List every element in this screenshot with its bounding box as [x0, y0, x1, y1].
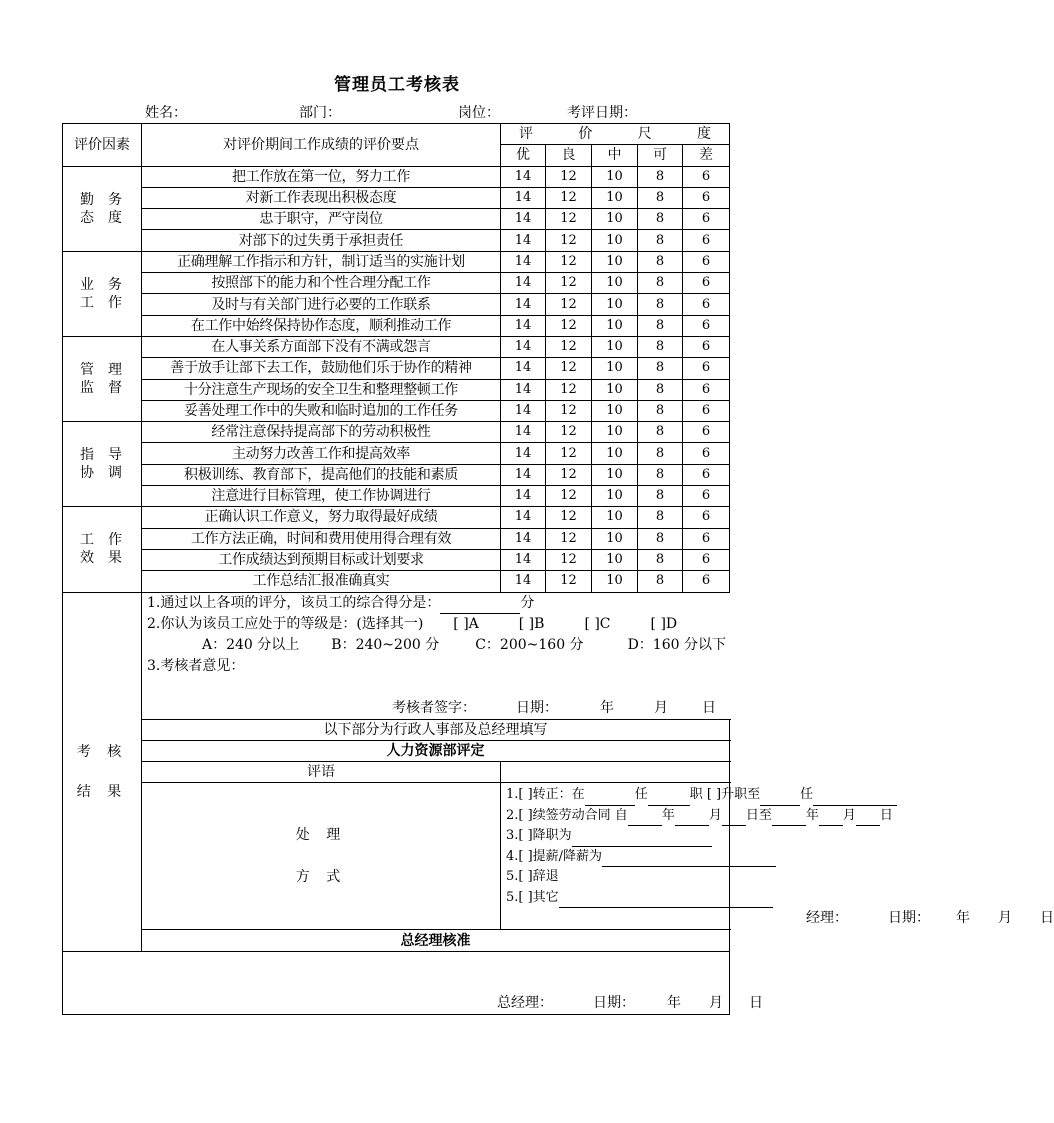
- score-cell[interactable]: 12: [546, 336, 592, 357]
- criteria-row: [63, 571, 730, 592]
- grade-poor: 差: [683, 145, 730, 166]
- scale-char: 尺: [637, 126, 652, 143]
- score-cell[interactable]: 10: [592, 422, 638, 443]
- process-cell[interactable]: [501, 783, 1054, 930]
- criteria-row: [63, 486, 730, 507]
- category-label-line: 监督: [80, 380, 136, 397]
- score-cell[interactable]: 14: [501, 315, 546, 336]
- text-fragment: 4.[ ]提薪/降薪为: [506, 848, 603, 864]
- comment-label: 评语: [142, 762, 501, 783]
- fill-blank[interactable]: [675, 810, 709, 826]
- fill-blank[interactable]: [772, 810, 806, 826]
- score-cell[interactable]: 14: [501, 358, 546, 379]
- process-line-1: [506, 785, 814, 806]
- hr-title: 人力资源部评定: [142, 740, 730, 761]
- score-cell[interactable]: 8: [638, 379, 683, 400]
- score-cell[interactable]: 14: [501, 230, 546, 251]
- score-cell[interactable]: 14: [501, 486, 546, 507]
- score-cell[interactable]: 10: [592, 336, 638, 357]
- criterion-text: 经常注意保持提高部下的劳动积极性: [142, 422, 501, 443]
- name-label: 姓名：: [145, 105, 187, 121]
- scale-char: 价: [578, 126, 593, 143]
- score-cell[interactable]: 8: [638, 464, 683, 485]
- score-cell[interactable]: 6: [683, 166, 730, 187]
- text-fragment: 1.[ ]转正：在: [506, 787, 585, 803]
- text-fragment: 年: [805, 807, 819, 823]
- category-label-line: 业务: [80, 276, 136, 293]
- fill-blank[interactable]: [819, 810, 843, 826]
- criterion-text: 工作总结汇报准确真实: [142, 571, 501, 592]
- text-fragment: 月: [708, 807, 722, 823]
- score-cell[interactable]: 6: [683, 486, 730, 507]
- fill-blank[interactable]: [628, 810, 662, 826]
- criteria-row: [63, 507, 730, 528]
- text-fragment: 日至: [745, 807, 772, 823]
- text-fragment: 日: [749, 994, 763, 1011]
- category-label-line: 工作: [80, 294, 136, 311]
- score-cell[interactable]: 14: [501, 422, 546, 443]
- process-line-6: [506, 888, 729, 909]
- criteria-row: [63, 336, 730, 357]
- process-label: [142, 783, 501, 930]
- category-label-line: 态度: [80, 209, 136, 226]
- category-label: [63, 336, 142, 421]
- score-cell[interactable]: 8: [638, 315, 683, 336]
- criteria-row: [63, 166, 730, 187]
- score-cell[interactable]: 12: [546, 166, 592, 187]
- score-cell[interactable]: 12: [546, 315, 592, 336]
- score-cell[interactable]: 12: [546, 273, 592, 294]
- score-cell[interactable]: 14: [501, 187, 546, 208]
- result-sign-line: [147, 698, 716, 719]
- category-label-line: 工作: [80, 532, 136, 549]
- result-line-2: [147, 614, 683, 635]
- criteria-row: [63, 528, 730, 549]
- score-cell[interactable]: 8: [638, 571, 683, 592]
- category-label: [63, 422, 142, 507]
- score-cell[interactable]: 12: [546, 528, 592, 549]
- score-cell[interactable]: 6: [683, 209, 730, 230]
- score-cell[interactable]: 6: [683, 315, 730, 336]
- grade-good: 良: [546, 145, 592, 166]
- category-label-line: 勤务: [80, 191, 136, 208]
- fill-blank[interactable]: [572, 831, 712, 847]
- grade-average: 中: [592, 145, 638, 166]
- result-cell[interactable]: [142, 592, 726, 719]
- option-c[interactable]: [ ]C: [584, 615, 611, 632]
- text-fragment: 月: [654, 699, 668, 716]
- score-cell[interactable]: 8: [638, 443, 683, 464]
- text-fragment: D：160 分以下: [627, 636, 726, 653]
- text-fragment: 月: [842, 807, 856, 823]
- score-cell[interactable]: 6: [683, 187, 730, 208]
- text-fragment: 2.[ ]续签劳动合同 自: [506, 807, 628, 823]
- score-cell[interactable]: 8: [638, 486, 683, 507]
- score-cell[interactable]: 12: [546, 571, 592, 592]
- text-fragment: B：240~200 分: [331, 636, 440, 653]
- criteria-row: [63, 209, 730, 230]
- score-cell[interactable]: 8: [638, 507, 683, 528]
- process-line-4: [506, 847, 729, 868]
- fill-blank[interactable]: [602, 851, 776, 867]
- score-cell[interactable]: 10: [592, 209, 638, 230]
- score-cell[interactable]: 12: [546, 507, 592, 528]
- text-fragment: 经理：: [806, 910, 848, 927]
- criteria-row: [63, 187, 730, 208]
- result-label-line: 结 果: [76, 783, 128, 800]
- category-label-line: 指导: [80, 447, 136, 464]
- scale-char: 度: [697, 126, 712, 143]
- text-fragment: 月: [998, 910, 1012, 927]
- fill-blank[interactable]: [585, 790, 635, 806]
- category-label-line: 协调: [80, 465, 136, 482]
- criterion-text: 主动努力改善工作和提高效率: [142, 443, 501, 464]
- grade-excellent: 优: [501, 145, 546, 166]
- score-cell[interactable]: 6: [683, 464, 730, 485]
- criterion-text: 工作方法正确，时间和费用使用得合理有效: [142, 528, 501, 549]
- text-fragment: 日: [1040, 910, 1054, 927]
- gm-title: 总经理核准: [142, 930, 730, 951]
- points-header: 对评价期间工作成绩的评价要点: [142, 124, 501, 167]
- score-cell[interactable]: 12: [546, 251, 592, 272]
- result-levels: [147, 635, 726, 656]
- criterion-text: 对新工作表现出积极态度: [142, 187, 501, 208]
- score-cell[interactable]: 12: [546, 230, 592, 251]
- criterion-text: 及时与有关部门进行必要的工作联系: [142, 294, 501, 315]
- text-fragment: 任: [634, 787, 648, 803]
- score-cell[interactable]: 6: [683, 294, 730, 315]
- text-fragment: 5.[ ]其它: [506, 889, 559, 905]
- score-cell[interactable]: 14: [501, 443, 546, 464]
- score-cell[interactable]: 10: [592, 486, 638, 507]
- criterion-text: 正确认识工作意义，努力取得最好成绩: [142, 507, 501, 528]
- score-cell[interactable]: 12: [546, 422, 592, 443]
- score-cell[interactable]: 6: [683, 358, 730, 379]
- score-cell[interactable]: 6: [683, 400, 730, 421]
- result-line-3: 3.考核者意见：: [147, 657, 245, 674]
- scale-header: [501, 124, 730, 145]
- score-cell[interactable]: 10: [592, 507, 638, 528]
- score-cell[interactable]: 6: [683, 528, 730, 549]
- page-title: 管理员工考核表: [334, 75, 460, 95]
- score-cell[interactable]: 10: [592, 571, 638, 592]
- score-cell[interactable]: 6: [683, 251, 730, 272]
- criteria-row: [63, 422, 730, 443]
- option-b[interactable]: [ ]B: [518, 615, 545, 632]
- score-cell[interactable]: 8: [638, 187, 683, 208]
- score-cell[interactable]: 6: [683, 422, 730, 443]
- factor-header: 评价因素: [63, 124, 142, 167]
- fill-blank[interactable]: [856, 810, 880, 826]
- score-cell[interactable]: 14: [501, 251, 546, 272]
- score-cell[interactable]: 10: [592, 464, 638, 485]
- score-cell[interactable]: 10: [592, 315, 638, 336]
- score-cell[interactable]: 6: [683, 443, 730, 464]
- text-fragment: 年: [956, 910, 970, 927]
- criteria-row: [63, 294, 730, 315]
- text-fragment: 考核者签字：: [392, 699, 476, 716]
- score-cell[interactable]: 8: [638, 422, 683, 443]
- score-cell[interactable]: 8: [638, 251, 683, 272]
- score-cell[interactable]: 14: [501, 549, 546, 570]
- score-cell[interactable]: 12: [546, 486, 592, 507]
- option-a[interactable]: [ ]A: [453, 615, 479, 632]
- score-cell[interactable]: 14: [501, 379, 546, 400]
- score-cell[interactable]: 6: [683, 379, 730, 400]
- fill-blank[interactable]: [722, 810, 746, 826]
- text-fragment: 日期：: [516, 699, 558, 716]
- score-cell[interactable]: 14: [501, 528, 546, 549]
- criterion-text: 善于放手让部下去工作，鼓励他们乐于协作的精神: [142, 358, 501, 379]
- text-fragment: 1.通过以上各项的评分，该员工的综合得分是：: [147, 594, 441, 611]
- criterion-text: 在人事关系方面部下没有不满或怨言: [142, 336, 501, 357]
- score-cell[interactable]: 8: [638, 336, 683, 357]
- score-cell[interactable]: 10: [592, 230, 638, 251]
- category-label: [63, 507, 142, 592]
- score-cell[interactable]: 14: [501, 273, 546, 294]
- text-fragment: 日: [879, 807, 893, 823]
- text-fragment: 分: [520, 594, 535, 611]
- score-cell[interactable]: 8: [638, 400, 683, 421]
- criteria-row: [63, 464, 730, 485]
- result-line-1: [147, 593, 683, 614]
- score-cell[interactable]: 10: [592, 166, 638, 187]
- result-label-line: 考 核: [76, 743, 128, 760]
- process-line-3: [506, 826, 729, 847]
- dept-label: 部门：: [299, 105, 341, 121]
- gm-cell[interactable]: [63, 951, 763, 1014]
- text-fragment: A：240 分以上: [202, 636, 300, 653]
- score-cell[interactable]: 10: [592, 187, 638, 208]
- appraisal-table: [62, 123, 1054, 1015]
- text-fragment: 日期：: [593, 994, 635, 1011]
- score-cell[interactable]: 10: [592, 294, 638, 315]
- info-line: [62, 102, 728, 122]
- fill-blank[interactable]: [648, 790, 690, 806]
- text-fragment: C：200~160 分: [475, 636, 584, 653]
- criteria-row: [63, 230, 730, 251]
- process-line-5: 5.[ ]辞退: [506, 869, 559, 885]
- text-fragment: 日: [702, 699, 716, 716]
- process-label-line: 处 理: [295, 827, 347, 844]
- criteria-row: [63, 400, 730, 421]
- text-fragment: 年: [661, 807, 675, 823]
- score-cell[interactable]: 6: [683, 230, 730, 251]
- fill-blank[interactable]: [760, 790, 800, 806]
- criterion-text: 正确理解工作指示和方针，制订适当的实施计划: [142, 251, 501, 272]
- criteria-row: [63, 315, 730, 336]
- text-fragment: 月: [709, 994, 723, 1011]
- fill-blank[interactable]: [440, 598, 520, 614]
- criterion-text: 按照部下的能力和个性合理分配工作: [142, 273, 501, 294]
- criteria-row: [63, 549, 730, 570]
- criteria-row: [63, 273, 730, 294]
- score-cell[interactable]: 6: [683, 273, 730, 294]
- score-cell[interactable]: 14: [501, 507, 546, 528]
- text-fragment: 年: [667, 994, 681, 1011]
- score-cell[interactable]: 8: [638, 294, 683, 315]
- criterion-text: 工作成绩达到预期目标或计划要求: [142, 549, 501, 570]
- score-cell[interactable]: 6: [683, 549, 730, 570]
- criteria-row: [63, 358, 730, 379]
- score-cell[interactable]: 12: [546, 443, 592, 464]
- score-cell[interactable]: 12: [546, 549, 592, 570]
- criterion-text: 十分注意生产现场的安全卫生和整理整顿工作: [142, 379, 501, 400]
- hr-note: 以下部分为行政人事部及总经理填写: [142, 719, 730, 740]
- option-d[interactable]: [ ]D: [650, 615, 678, 632]
- position-label: 岗位：: [458, 105, 500, 121]
- score-cell[interactable]: 14: [501, 571, 546, 592]
- score-cell[interactable]: 10: [592, 549, 638, 570]
- score-cell[interactable]: 14: [501, 336, 546, 357]
- criterion-text: 忠于职守，严守岗位: [142, 209, 501, 230]
- score-cell[interactable]: 12: [546, 209, 592, 230]
- score-cell[interactable]: 12: [546, 379, 592, 400]
- criterion-text: 妥善处理工作中的失败和临时追加的工作任务: [142, 400, 501, 421]
- category-label-line: 效果: [80, 550, 136, 567]
- criteria-row: [63, 443, 730, 464]
- score-cell[interactable]: 10: [592, 379, 638, 400]
- fill-blank[interactable]: [559, 892, 773, 908]
- process-label-line: 方 式: [295, 869, 347, 886]
- criterion-text: 把工作放在第一位，努力工作: [142, 166, 501, 187]
- criterion-text: 对部下的过失勇于承担责任: [142, 230, 501, 251]
- score-cell[interactable]: 6: [683, 507, 730, 528]
- score-cell[interactable]: 14: [501, 166, 546, 187]
- score-cell[interactable]: 10: [592, 273, 638, 294]
- text-fragment: 年: [600, 699, 614, 716]
- grade-fair: 可: [638, 145, 683, 166]
- process-sign-line: [506, 908, 1054, 929]
- criterion-text: 在工作中始终保持协作态度，顺利推动工作: [142, 315, 501, 336]
- score-cell[interactable]: 8: [638, 528, 683, 549]
- comment-field[interactable]: [501, 762, 730, 783]
- scale-char: 评: [519, 126, 533, 143]
- score-cell[interactable]: 10: [592, 528, 638, 549]
- process-line-2: [506, 806, 893, 827]
- score-cell[interactable]: 12: [546, 464, 592, 485]
- score-cell[interactable]: 8: [638, 166, 683, 187]
- category-label: [63, 251, 142, 336]
- criterion-text: 积极训练、教育部下，提高他们的技能和素质: [142, 464, 501, 485]
- score-cell[interactable]: 14: [501, 464, 546, 485]
- criterion-text: 注意进行目标管理，使工作协调进行: [142, 486, 501, 507]
- score-cell[interactable]: 6: [683, 336, 730, 357]
- score-cell[interactable]: 14: [501, 209, 546, 230]
- text-fragment: 日期：: [888, 910, 930, 927]
- category-label-line: 管理: [80, 362, 136, 379]
- criteria-row: [63, 251, 730, 272]
- text-fragment: 任: [800, 787, 814, 803]
- date-label: 考评日期：: [567, 105, 637, 121]
- score-cell[interactable]: 12: [546, 294, 592, 315]
- score-cell[interactable]: 8: [638, 549, 683, 570]
- score-cell[interactable]: 8: [638, 273, 683, 294]
- text-fragment: 职 [ ]升职至: [689, 787, 761, 803]
- gm-sign-line: [63, 994, 763, 1012]
- score-cell[interactable]: 10: [592, 358, 638, 379]
- score-cell[interactable]: 8: [638, 358, 683, 379]
- score-cell[interactable]: 8: [638, 209, 683, 230]
- fill-blank[interactable]: [813, 790, 897, 806]
- score-cell[interactable]: 14: [501, 400, 546, 421]
- text-fragment: 2.你认为该员工应处于的等级是：(选择其一): [147, 615, 424, 632]
- text-fragment: 总经理：: [497, 994, 553, 1011]
- criteria-row: [63, 379, 730, 400]
- score-cell[interactable]: 12: [546, 358, 592, 379]
- score-cell[interactable]: 14: [501, 294, 546, 315]
- score-cell[interactable]: 12: [546, 400, 592, 421]
- score-cell[interactable]: 10: [592, 443, 638, 464]
- score-cell[interactable]: 10: [592, 251, 638, 272]
- score-cell[interactable]: 12: [546, 187, 592, 208]
- text-fragment: 3.[ ]降职为: [506, 828, 572, 844]
- score-cell[interactable]: 8: [638, 230, 683, 251]
- category-label: [63, 166, 142, 251]
- result-label: [63, 592, 142, 951]
- score-cell[interactable]: 10: [592, 400, 638, 421]
- score-cell[interactable]: 6: [683, 571, 730, 592]
